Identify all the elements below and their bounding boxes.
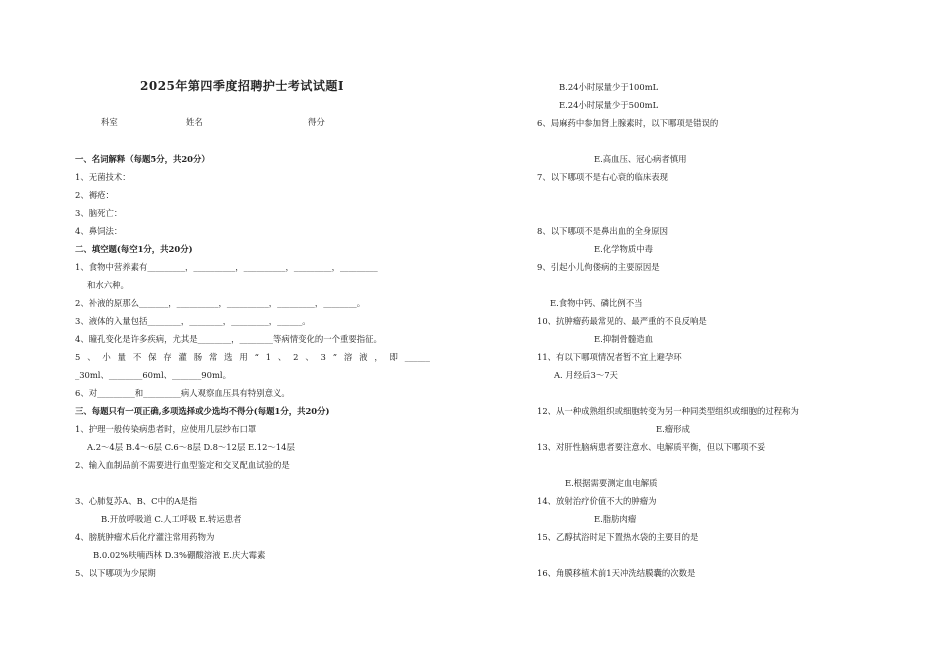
mc-question-4: 4、膀胱肿瘤术后化疗灌注常用药物为 bbox=[75, 532, 215, 542]
mc-question-10-option: E.抑制骨髓造血 bbox=[594, 334, 654, 344]
mc-question-12-option: E.瘤形成 bbox=[656, 424, 690, 434]
mc-question-12: 12、从一种成熟组织或细胞转变为另一种同类型组织或细胞的过程称为 bbox=[537, 406, 799, 416]
mc-question-6: 6、局麻药中参加肾上腺素时，以下哪项是错误的 bbox=[537, 118, 719, 128]
mc-question-11: 11、有以下哪项情况者暂不宜上避孕环 bbox=[537, 352, 682, 362]
mc-question-14: 14、放射治疗价值不大的肿瘤为 bbox=[537, 496, 657, 506]
header-name-label: 姓名 bbox=[186, 117, 203, 127]
mc-question-3: 3、心肺复苏A、B、C中的A是指 bbox=[75, 496, 198, 506]
mc-question-5-option-e: E.24小时尿量少于500mL bbox=[559, 100, 659, 110]
mc-question-15: 15、乙醇拭浴时足下置热水袋的主要目的是 bbox=[537, 532, 699, 542]
fill-question-5-cont: _30ml、________60ml、_______90ml。 bbox=[75, 370, 231, 380]
mc-question-1-options: A.2～4层 B.4～6层 C.6～8层 D.8～12层 E.12～14层 bbox=[87, 442, 295, 452]
mc-question-4-options: B.0.02%呋喃西林 D.3%硼酸溶液 E.庆大霉素 bbox=[93, 550, 266, 560]
fill-question-6: 6、对_________和_________病人观察血压具有特别意义。 bbox=[75, 388, 290, 398]
fill-question-5: 5 、 小 量 不 保 存 灌 肠 常 选 用 “ 1 、 2 、 3 ” 溶 液 ， 即 ______ bbox=[75, 352, 430, 362]
section-1-heading: 一、名词解释（每题5分，共20分） bbox=[75, 154, 210, 164]
mc-question-9-option: E.食物中钙、磷比例不当 bbox=[550, 298, 643, 308]
mc-question-3-options: B.开放呼吸道 C.人工呼吸 E.转运患者 bbox=[101, 514, 242, 524]
mc-question-11-option: A. 月经后3～7天 bbox=[554, 370, 618, 380]
mc-question-13: 13、对肝性脑病患者要注意水、电解质平衡，但以下哪项不妥 bbox=[537, 442, 766, 452]
term-3: 3、脑死亡： bbox=[75, 208, 123, 218]
mc-question-8-option: E.化学物质中毒 bbox=[594, 244, 654, 254]
section-3-heading: 三、每题只有一项正确,多项选择或少选均不得分(每题1分，共20分) bbox=[75, 406, 330, 416]
mc-question-2: 2、输入血制品前不需要进行血型鉴定和交叉配血试验的是 bbox=[75, 460, 290, 470]
header-dept-label: 科室 bbox=[101, 117, 118, 127]
term-4: 4、鼻饲法： bbox=[75, 226, 123, 236]
mc-question-13-option: E.根据需要测定血电解质 bbox=[565, 478, 658, 488]
fill-question-1-cont: 和水六种。 bbox=[87, 280, 129, 290]
mc-question-1: 1、护理一般传染病患者时，应使用几层纱布口罩 bbox=[75, 424, 257, 434]
mc-question-6-option: E.高血压、冠心病者慎用 bbox=[594, 154, 687, 164]
header-score-label: 得分 bbox=[308, 117, 325, 127]
fill-question-1: 1、食物中营养素有_________，__________，__________，_________，_________ bbox=[75, 262, 378, 272]
fill-question-4: 4、瞳孔变化是许多疾病，尤其是________，________等病情变化的一个重要指征。 bbox=[75, 334, 382, 344]
mc-question-5-option-b: B.24小时尿量少于100mL bbox=[559, 82, 659, 92]
mc-question-5: 5、以下哪项为少尿期 bbox=[75, 568, 156, 578]
term-2: 2、褥疮： bbox=[75, 190, 114, 200]
mc-question-9: 9、引起小儿佝偻病的主要原因是 bbox=[537, 262, 660, 272]
mc-question-8: 8、以下哪项不是鼻出血的全身原因 bbox=[537, 226, 668, 236]
fill-question-2: 2、补液的原那么_______，__________，__________，_________，________。 bbox=[75, 298, 366, 308]
fill-question-3: 3、液体的入量包括________，________，_________，______。 bbox=[75, 316, 311, 326]
term-1: 1、无菌技术： bbox=[75, 172, 131, 182]
page-title: 2025年第四季度招聘护士考试试题Ⅰ bbox=[140, 79, 345, 93]
mc-question-7: 7、以下哪项不是右心衰的临床表现 bbox=[537, 172, 668, 182]
mc-question-14-option: E.脂肪肉瘤 bbox=[594, 514, 637, 524]
mc-question-10: 10、抗肿瘤药最常见的、最严重的不良反响是 bbox=[537, 316, 707, 326]
section-2-heading: 二、填空题(每空1分，共20分) bbox=[75, 244, 193, 254]
mc-question-16: 16、角膜移植术前1天冲洗结膜囊的次数是 bbox=[537, 568, 696, 578]
